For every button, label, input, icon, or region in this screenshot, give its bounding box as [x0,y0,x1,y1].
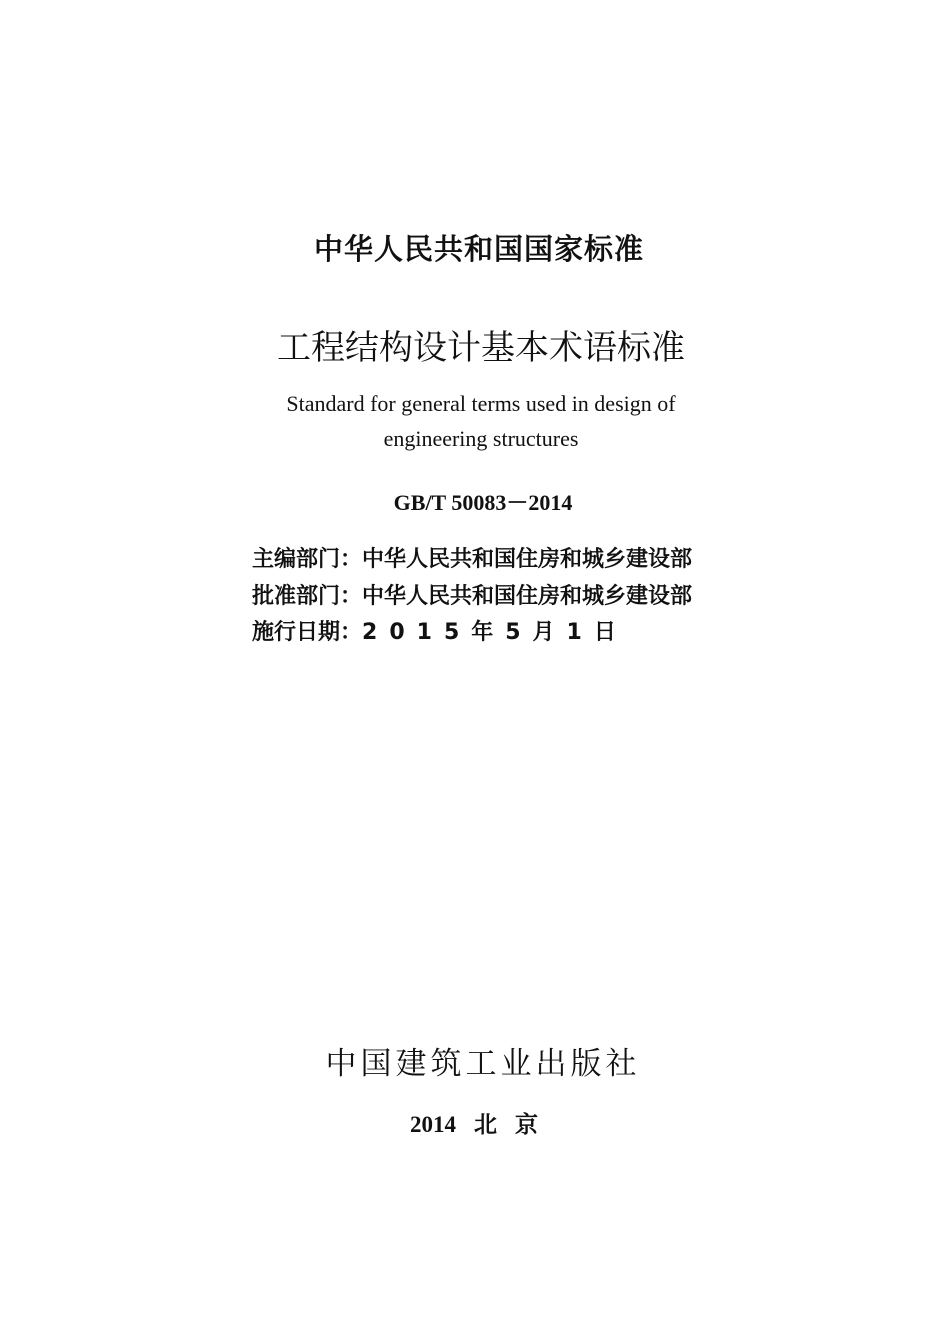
publish-year: 2014 [410,1112,456,1137]
chief-editor-value: 中华人民共和国住房和城乡建设部 [362,547,693,572]
chief-editor-row [252,542,692,573]
standard-code: GB/T 50083－2014 [393,490,573,515]
approver-label: 批准部门： [252,584,363,609]
chief-editor-label: 主编部门： [252,547,363,572]
effective-date-value: 2015年5月1日 [362,620,628,645]
effective-date-row [252,615,628,646]
standard-title-chinese: 工程结构设计基本术语标准 [277,328,685,368]
publish-city: 北京 [474,1112,556,1138]
standard-title-english-line1: Standard for general terms used in design of [286,391,676,416]
publish-info [14,1106,938,1139]
national-standard-heading: 中华人民共和国国家标准 [313,232,644,266]
publisher-name: 中国建筑工业出版社 [325,1046,641,1082]
approver-value: 中华人民共和国住房和城乡建设部 [362,584,693,609]
standard-title-english-line2: engineering structures [383,426,579,451]
approver-row [252,579,692,610]
effective-date-label: 施行日期： [252,620,363,645]
